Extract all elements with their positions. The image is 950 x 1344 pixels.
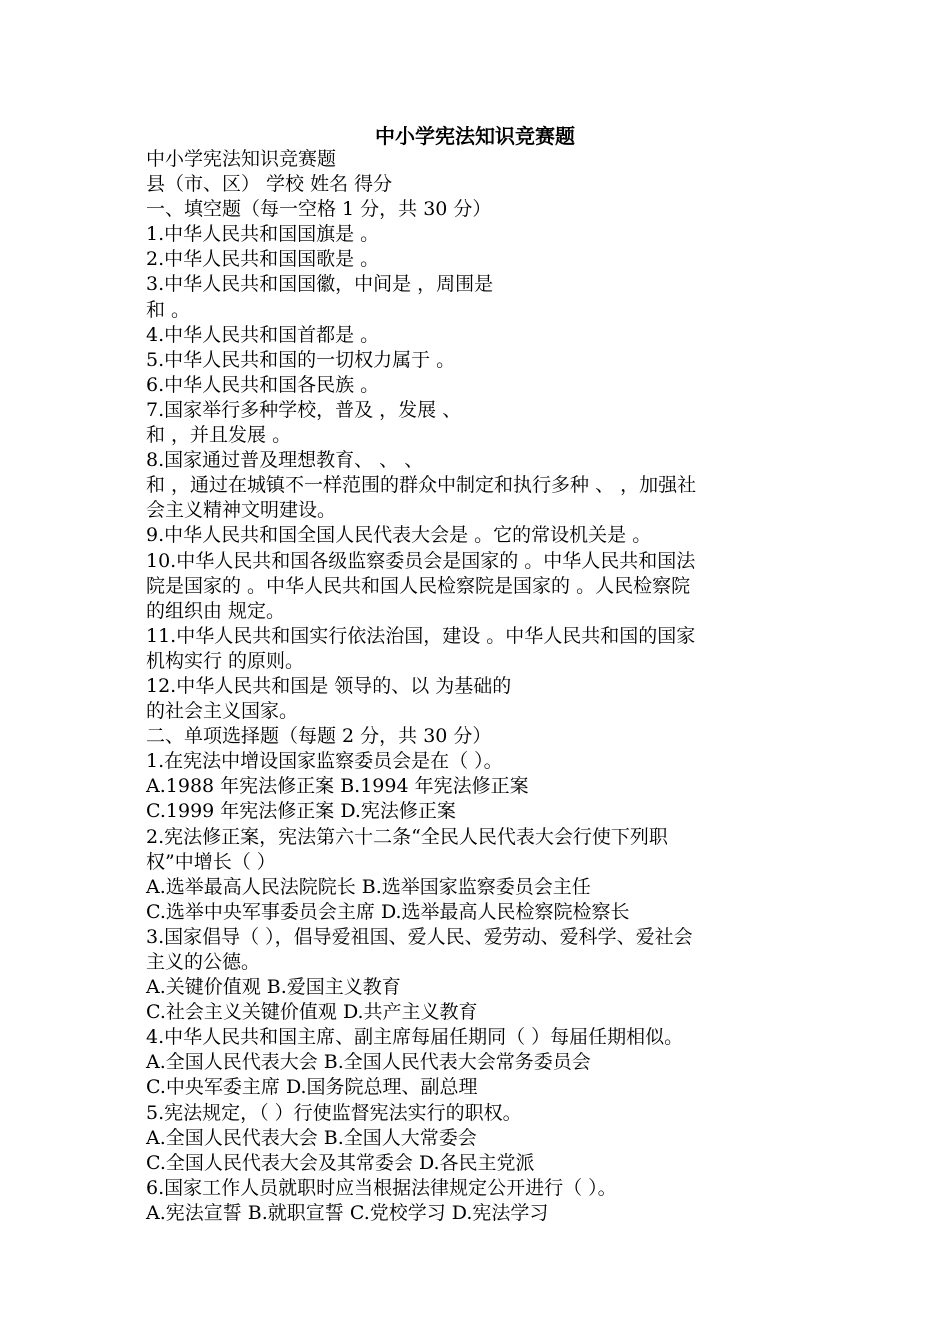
document-line: A.宪法宣誓 B.就职宣誓 C.党校学习 D.宪法学习 [146,1201,549,1224]
document-line: 2.中华人民共和国国歌是 。 [146,248,380,271]
document-line: 3.中华人民共和国国徽，中间是 ，周围是 [146,273,494,296]
document-line: 主义的公德。 [146,951,261,973]
document-line: 5.宪法规定，（ ）行使监督宪法实行的职权。 [146,1101,522,1124]
document-line: 11.中华人民共和国实行依法治国，建设 。中华人民共和国的国家 [146,624,696,647]
document-line: 一、填空题（每一空格 1 分，共 30 分） [146,198,492,221]
document-line: 1.在宪法中增设国家监察委员会是在（ ）。 [146,750,503,773]
document-line: 1.中华人民共和国国旗是 。 [146,223,380,246]
document-line: 6.中华人民共和国各民族 。 [146,373,380,396]
document-title: 中小学宪法知识竞赛题 [375,124,575,148]
document-body [146,147,826,1226]
document-line: 机构实行 的原则。 [146,649,305,672]
document-line: 9.中华人民共和国全国人民代表大会是 。它的常设机关是 。 [146,524,652,547]
document-line: C.中央军委主席 D.国务院总理、副总理 [146,1076,478,1099]
document-line: 5.中华人民共和国的一切权力属于 。 [146,348,456,371]
document-line: A.1988 年宪法修正案 B.1994 年宪法修正案 [146,775,529,798]
document-line: A.选举最高人民法院院长 B.选举国家监察委员会主任 [146,875,591,898]
document-line: 4.中华人民共和国首都是 。 [146,323,380,346]
document-line: 和 ，通过在城镇不一样范围的群众中制定和执行多种 、 ，加强社 [146,474,697,497]
document-line: 6.国家工作人员就职时应当根据法律规定公开进行（ ）。 [146,1176,617,1199]
document-line: A.关键价值观 B.爱国主义教育 [146,976,401,999]
document-line: 7.国家举行多种学校，普及 ，发展 、 [146,398,462,421]
document-line: 中小学宪法知识竞赛题 [146,148,337,170]
document-line: 的社会主义国家。 [146,700,299,723]
document-line: 的组织由 规定。 [146,599,286,622]
document-line: C.选举中央军事委员会主席 D.选举最高人民检察院检察长 [146,900,630,923]
document-line: 会主义精神文明建设。 [146,499,337,522]
document-line: 和 。 [146,298,191,321]
document-line: C.社会主义关键价值观 D.共产主义教育 [146,1001,478,1024]
document-line: A.全国人民代表大会 B.全国人大常委会 [146,1126,477,1149]
document-line: 权”中增长（ ） [146,850,276,873]
document-line: 10.中华人民共和国各级监察委员会是国家的 。中华人民共和国法 [146,549,696,572]
document-line: 12.中华人民共和国是 领导的、以 为基础的 [146,674,512,697]
document-line: 二、单项选择题（每题 2 分，共 30 分） [146,725,492,748]
document-line: 2.宪法修正案，宪法第六十二条“全民人民代表大会行使下列职 [146,825,668,848]
document-line: 3.国家倡导（ ），倡导爱祖国、爱人民、爱劳动、爱科学、爱社会 [146,925,693,948]
document-line: 院是国家的 。中华人民共和国人民检察院是国家的 。人民检察院 [146,574,691,597]
document-line: 县（市、区） 学校 姓名 得分 [146,173,393,196]
document-line: C.全国人民代表大会及其常委会 D.各民主党派 [146,1151,535,1174]
document-line: 4.中华人民共和国主席、副主席每届任期同（ ）每届任期相似。 [146,1026,684,1049]
document-line: 和 ，并且发展 。 [146,424,292,447]
document-line: C.1999 年宪法修正案 D.宪法修正案 [146,800,456,823]
document-line: A.全国人民代表大会 B.全国人民代表大会常务委员会 [146,1051,591,1074]
document-line: 8.国家通过普及理想教育、 、 、 [146,449,424,472]
